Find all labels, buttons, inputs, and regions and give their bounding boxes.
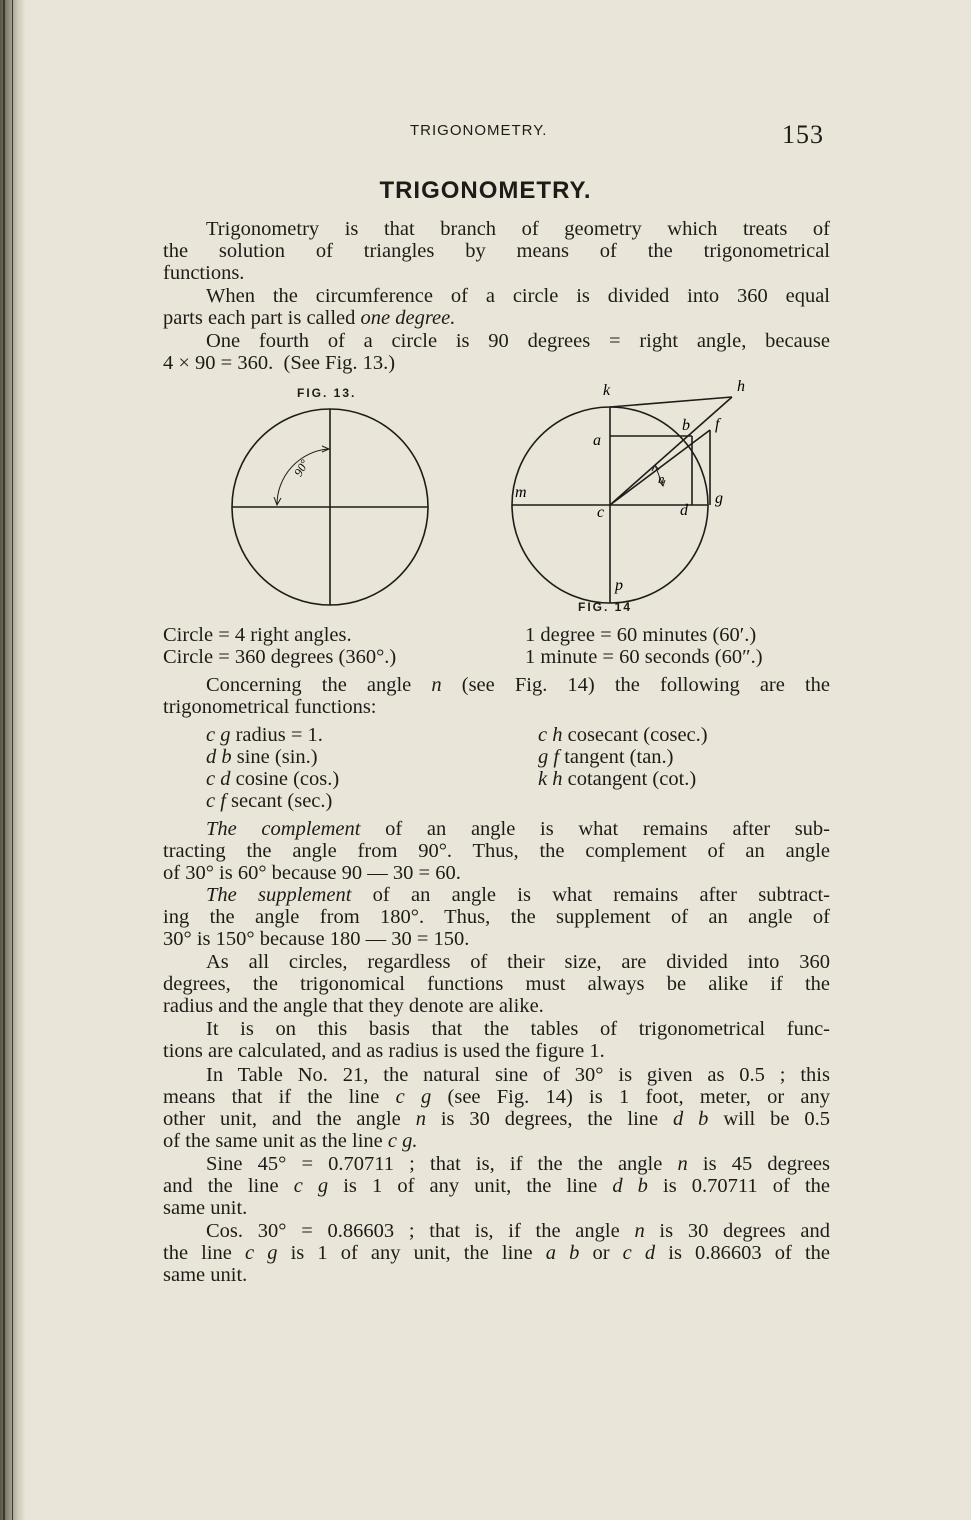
function-item: c d cosine (cos.) <box>206 768 340 790</box>
circle-fact: Circle = 360 degrees (360°.) <box>163 646 397 668</box>
complement-paragraph <box>163 818 830 884</box>
text-line: The complement of an angle is what remains after sub- <box>206 818 831 840</box>
fig13-label: FIG. 13. <box>297 386 357 400</box>
text-line: functions. <box>163 262 245 284</box>
text-line: ing the angle from 180°. Thus, the supplement of an angle of <box>163 906 830 928</box>
fig14-label-a: a <box>593 432 601 449</box>
text-line: of 30° is 60° because 90 — 30 = 60. <box>163 862 461 884</box>
text-line: same unit. <box>163 1197 248 1219</box>
text-line: means that if the line c g (see Fig. 14) is 1 foot, meter, or any <box>163 1086 830 1108</box>
italic-symbol: n <box>431 674 442 696</box>
fig14-label-d: d <box>680 502 688 519</box>
text-line: parts each part is called one degree. <box>163 307 456 329</box>
fig14-label-k: k <box>603 382 611 399</box>
text-line: degrees, the trigonomical functions must always be alike if the <box>163 973 830 995</box>
page-title: TRIGONOMETRY. <box>379 177 592 204</box>
fig14-cosecant-line <box>610 397 732 505</box>
text-line: tions are calculated, and as radius is used the figure 1. <box>163 1040 605 1062</box>
fig13-angle-label: 90° <box>291 457 312 479</box>
circle-fact: 1 minute = 60 seconds (60″.) <box>525 646 763 668</box>
supplement-paragraph <box>163 884 830 950</box>
binding-line <box>3 0 5 1520</box>
text-line: Cos. 30° = 0.86603 ; that is, if the angle n is 30 degrees and <box>206 1220 830 1242</box>
function-item: d b sine (sin.) <box>206 746 318 768</box>
text-line: Sine 45° = 0.70711 ; that is, if the the angle n is 45 degrees <box>206 1153 831 1175</box>
text-line: same unit. <box>163 1264 248 1286</box>
fig14-cotangent-line <box>610 397 732 407</box>
fig14-label-f: f <box>715 416 720 433</box>
text-line: 30° is 150° because 180 — 30 = 150. <box>163 928 470 950</box>
text-line: other unit, and the angle n is 30 degrees, the line d b will be 0.5 <box>163 1108 831 1130</box>
fig14-label-g: g <box>715 490 723 507</box>
fig14-label-c: c <box>597 504 605 521</box>
intro-paragraph <box>163 218 830 284</box>
concerning-paragraph <box>163 674 830 718</box>
text-line: of the same unit as the line c g. <box>163 1130 418 1152</box>
fig14-label-n: n <box>658 471 665 486</box>
function-item: g f tangent (tan.) <box>538 746 674 768</box>
fig14-label-p: p <box>615 577 623 594</box>
text-line: In Table No. 21, the natural sine of 30° is given as 0.5 ; this <box>206 1064 830 1086</box>
degree-paragraph <box>163 285 830 329</box>
fig13-diagram <box>225 405 435 615</box>
text-line: tracting the angle from 90°. Thus, the complement of an angle <box>163 840 830 862</box>
fig14-diagram <box>505 375 765 615</box>
fig14-label-b: b <box>682 417 690 434</box>
circle-fact: 1 degree = 60 minutes (60′.) <box>525 624 757 646</box>
text-line: Concerning the angle n (see Fig. 14) the following are the <box>206 674 830 696</box>
text-line: When the circumference of a circle is divided into 360 equal <box>206 285 830 307</box>
function-item: c g radius = 1. <box>206 724 323 746</box>
cos-paragraph <box>163 1220 830 1286</box>
text-line: 4 × 90 = 360. (See Fig. 13.) <box>163 352 396 374</box>
sine-paragraph <box>163 1153 830 1219</box>
text-line: the solution of triangles by means of the trigonometrical <box>163 240 830 262</box>
text-line: trigonometrical functions: <box>163 696 377 718</box>
text-line: radius and the angle that they denote are alike. <box>163 995 544 1017</box>
fig14-label: FIG. 14 <box>578 600 633 614</box>
fig14-label-m: m <box>515 484 527 501</box>
text-line: It is on this basis that the tables of trigonometrical func- <box>206 1018 830 1040</box>
table-paragraph <box>163 1064 830 1152</box>
circles-paragraph <box>163 951 830 1017</box>
page-number: 153 <box>782 120 824 149</box>
function-item: k h cotangent (cot.) <box>538 768 697 790</box>
text-line: the line c g is 1 of any unit, the line a b or c d is 0.86603 of the <box>163 1242 830 1264</box>
basis-paragraph <box>163 1018 830 1062</box>
text-line: As all circles, regardless of their size, are divided into 360 <box>206 951 830 973</box>
text-line: Trigonometry is that branch of geometry which treats of <box>206 218 830 240</box>
italic-term: one degree. <box>360 307 456 329</box>
function-item: c h cosecant (cosec.) <box>538 724 708 746</box>
fig14-secant-line <box>610 430 710 505</box>
binding-line <box>12 0 13 1520</box>
text-line: The supplement of an angle is what remains after subtract- <box>206 884 830 906</box>
text-line: and the line c g is 1 of any unit, the line d b is 0.70711 of the <box>163 1175 830 1197</box>
circle-fact: Circle = 4 right angles. <box>163 624 352 646</box>
fourth-paragraph <box>163 330 830 374</box>
fig14-label-h: h <box>737 378 745 395</box>
text-line: One fourth of a circle is 90 degrees = right angle, because <box>206 330 830 352</box>
running-header: TRIGONOMETRY. <box>410 122 548 139</box>
function-item: c f secant (sec.) <box>206 790 333 812</box>
